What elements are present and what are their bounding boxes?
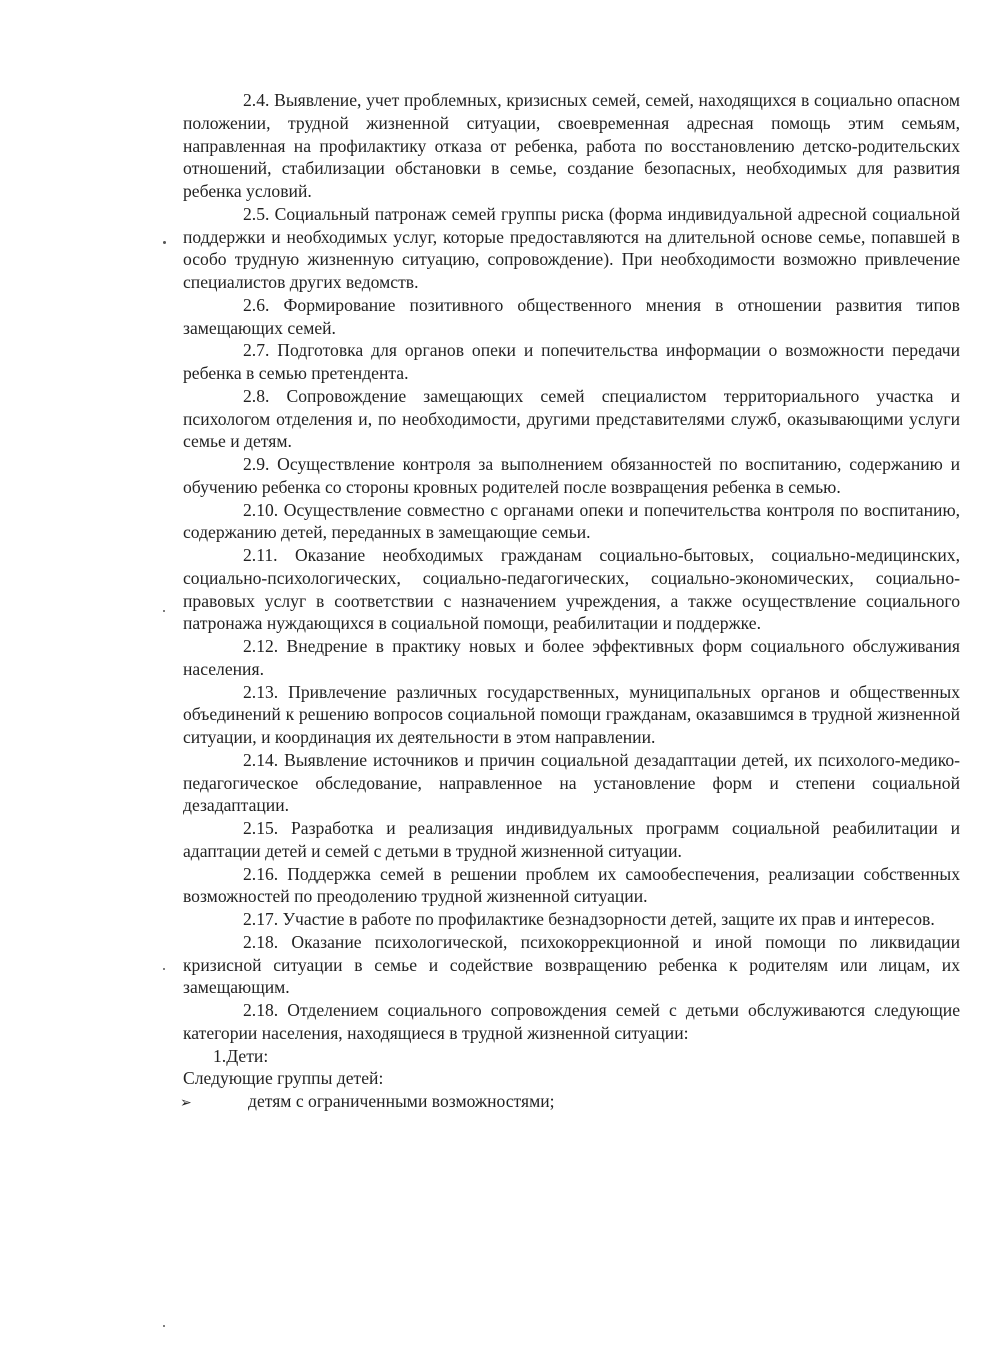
paragraph-2-4: 2.4. Выявление, учет проблемных, кризисных семей, семей, находящихся в социально опасном положении, трудной жизненной ситуации, своевременная адресная помощь этим семьям, направленная на профилактику отказа от ребенка, работа по восстановлению детско-родительских отношений, стабилизации обстановки в семье, создание безопасных, необходимых для развития ребенка условий.	[183, 90, 960, 201]
numbered-item-children: 1.Дети:	[213, 1045, 269, 1066]
paragraph-2-13: 2.13. Привлечение различных государственных, муниципальных органов и общественных объединений к решению вопросов социальной помощи гражданам, оказавшимся в трудной жизненной ситуации, и координация их деятельности в этом направлении.	[183, 681, 960, 747]
scan-speck	[163, 968, 165, 970]
groups-heading: Следующие группы детей:	[183, 1068, 384, 1089]
paragraph-2-17: 2.17. Участие в работе по профилактике безнадзорности детей, защите их прав и интересов.	[243, 909, 935, 929]
document-body	[180, 89, 960, 1115]
paragraph-2-7: 2.7. Подготовка для органов опеки и попечительства информации о возможности передачи ребенка в семью претендента.	[183, 340, 960, 383]
arrowhead-bullet-icon: ➢	[180, 1095, 192, 1111]
paragraph-2-12: 2.12. Внедрение в практику новых и более эффективных форм социального обслуживания населения.	[183, 636, 960, 679]
scan-speck	[163, 1325, 165, 1327]
scan-speck	[163, 610, 165, 612]
bullet-item	[180, 1090, 960, 1115]
paragraph-2-15: 2.15. Разработка и реализация индивидуальных программ социальной реабилитации и адаптации детей и семей с детьми в трудной жизненной ситуации.	[183, 818, 960, 861]
paragraph-2-6: 2.6. Формирование позитивного общественного мнения в отношении развития типов замещающих семей.	[183, 294, 960, 338]
scan-speck	[163, 241, 166, 244]
paragraph-2-9: 2.9. Осуществление контроля за выполнением обязанностей по воспитанию, содержанию и обучению ребенка со стороны кровных родителей после возвращения ребенка в семью.	[183, 454, 960, 497]
paragraph-2-8: 2.8. Сопровождение замещающих семей специалистом территориального участка и психологом отделения и, по необходимости, другими представителями служб, оказывающими услуги семье и детям.	[183, 385, 960, 452]
paragraph-2-18-a: 2.18. Оказание психологической, психокоррекционной и иной помощи по ликвидации кризисной ситуации в семье и содействие возвращению ребенка к родителям или лицам, их замещающим.	[183, 931, 960, 998]
paragraph-2-16: 2.16. Поддержка семей в решении проблем их самообеспечения, реализации собственных возможностей по преодолению трудной жизненной ситуации.	[183, 863, 960, 907]
bullet-item-text: детям с ограниченными возможностями;	[248, 1091, 555, 1111]
paragraph-2-14: 2.14. Выявление источников и причин социальной дезадаптации детей, их психолого-медико-педагогическое обследование, направленное на установление форм и степени социальной дезадаптации.	[183, 749, 960, 816]
paragraph-2-11: 2.11. Оказание необходимых гражданам социально-бытовых, социально-медицинских, социально-психологических, социально-педагогических, социально-экономических, социально-правовых услуг в соответствии с назначением учреждения, а также осуществление социального патронажа нуждающихся в социальной помощи, реабилитации и поддержке.	[183, 545, 960, 634]
paragraph-2-5: 2.5. Социальный патронаж семей группы риска (форма индивидуальной адресной социальной поддержки и необходимых услуг, которые предоставляются на длительной основе семье, попавшей в особо трудную жизненную ситуацию, сопровождение). При необходимости возможно привлечение специалистов других ведомств.	[183, 203, 960, 292]
paragraph-2-18-b: 2.18. Отделением социального сопровождения семей с детьми обслуживаются следующие категории населения, находящиеся в трудной жизненной ситуации:	[183, 1000, 960, 1043]
paragraph-2-10: 2.10. Осуществление совместно с органами опеки и попечительства контроля по воспитанию, содержанию детей, переданных в замещающие семьи.	[183, 499, 960, 543]
